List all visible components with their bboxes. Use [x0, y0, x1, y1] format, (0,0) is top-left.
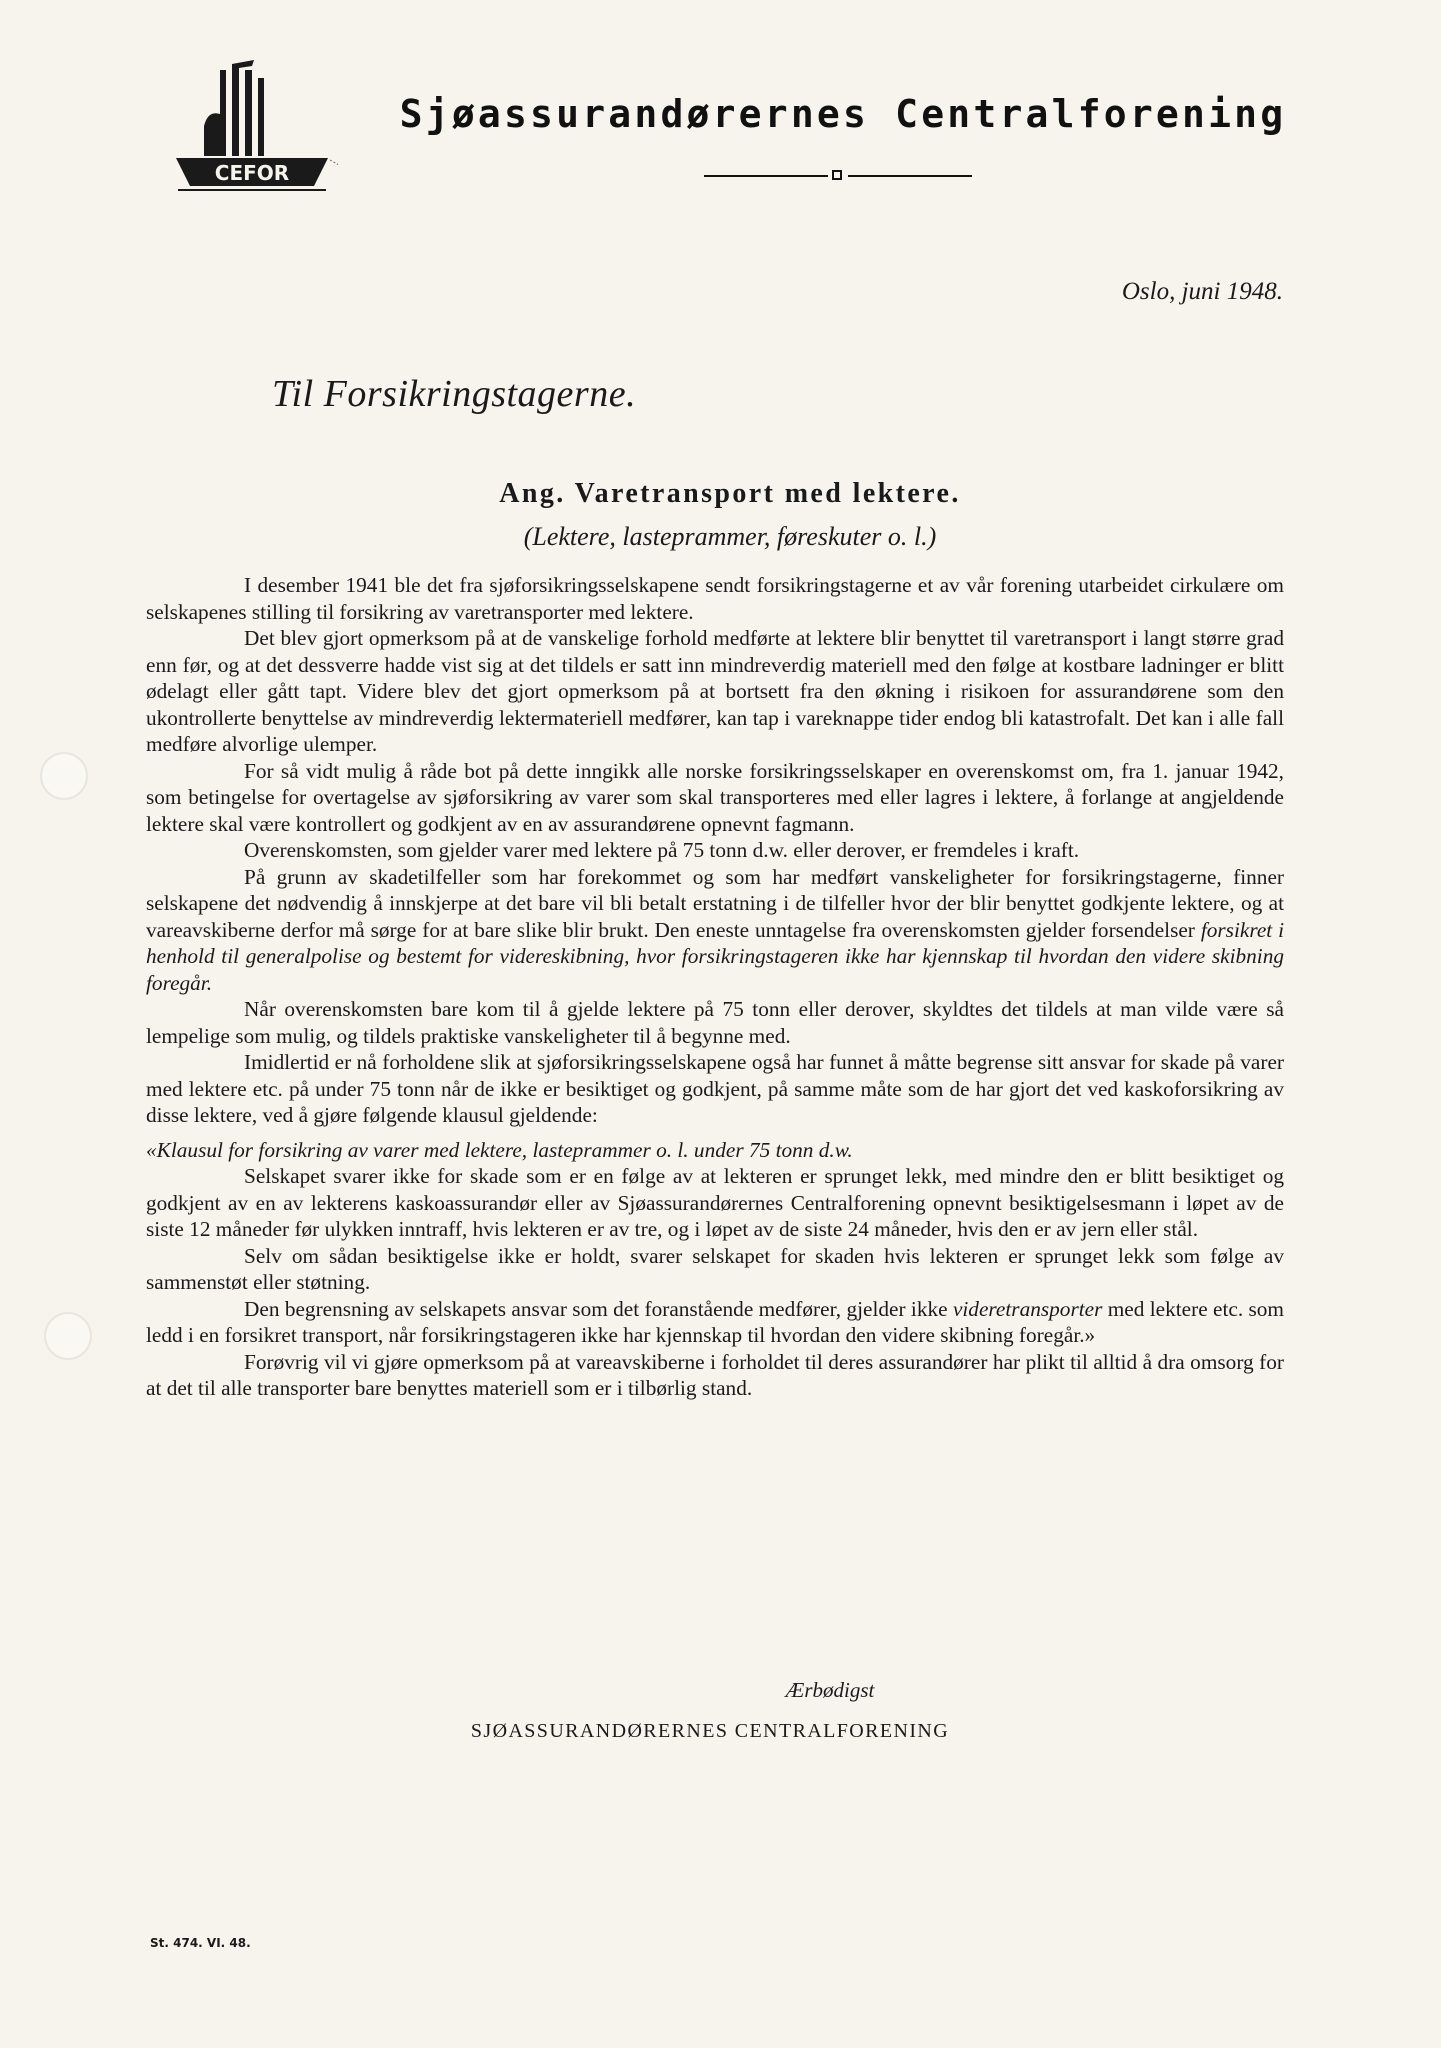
paragraph: Forøvrig vil vi gjøre opmerksom på at vareavskiberne i forholdet til deres assurandører har plikt til alltid å dra omsorg for at det til alle transporter bare benyttes materiell som er i tilbørlig stand.	[146, 1349, 1284, 1400]
paragraph	[146, 864, 1284, 997]
subject-heading: Ang. Varetransport med lektere.	[499, 478, 961, 509]
closing-regards: Ærbødigst	[785, 1678, 875, 1702]
clause-paragraph	[146, 1296, 1284, 1349]
paragraph: For så vidt mulig å råde bot på dette inngikk alle norske forsikringsselskaper en overenskomst om, fra 1. januar 1942, som betingelse for overtagelse av sjøforsikring av varer som skal transporteres med eller lagres i lektere, å forlange at angjeldende lektere skal være kontrollert og godkjent av en av assurandørene opnevnt fagmann.	[146, 758, 1284, 836]
subject-subtitle: (Lektere, lasteprammer, føreskuter o. l.)	[523, 522, 937, 551]
clause-title-text: «Klausul for forsikring av varer med lektere, lasteprammer o. l. under 75 tonn d.w.	[146, 1137, 853, 1162]
cefor-ship-logo	[168, 56, 338, 196]
clause-text: Den begrensning av selskapets ansvar som det foranstående medfører, gjelder ikke	[244, 1296, 953, 1321]
paragraph: I desember 1941 ble det fra sjøforsikringsselskapene sendt forsikringstagerne et av vår forening utarbeidet cirkulære om selskapenes stilling til forsikring av varetransporter med lektere.	[146, 573, 1284, 624]
punch-hole	[44, 1312, 92, 1360]
organization-name: Sjøassurandørernes Centralforening	[399, 92, 1287, 136]
punch-hole	[40, 752, 88, 800]
clause-paragraph: Selv om sådan besiktigelse ikke er holdt, svarer selskapet for skaden hvis lekteren er sprunget lekk som følge av sammenstøt eller støtning.	[146, 1243, 1284, 1294]
letter-body	[146, 572, 1284, 1402]
clause-italic-text: videretransporter	[952, 1296, 1103, 1321]
paragraph: Når overenskomsten bare kom til å gjelde lektere på 75 tonn eller derover, skyldtes det tildels at man vilde være så lempelige som mulig, og tildels praktiske vanskeligheter til å begynne med.	[146, 997, 1284, 1048]
paragraph: Overenskomsten, som gjelder varer med lektere på 75 tonn d.w. eller derover, er fremdeles i kraft.	[244, 838, 1080, 862]
paragraph-text: På grunn av skadetilfeller som har forekommet og som har medført vanskeligheter for forsikringstagerne, finner selskapene det nødvendig å innskjerpe at det bare vil bli betalt erstatning i de tilfeller hvor der blir benyttet godkjente lektere, og at vareavskiberne derfor må sørge for at bare slike blir brukt. Den eneste unntagelse fra overenskomsten gjelder forsendelser	[146, 864, 1284, 942]
paragraph: Imidlertid er nå forholdene slik at sjøforsikringsselskapene også har funnet å måtte begrense sitt ansvar for skade på varer med lektere etc. på under 75 tonn når de ikke er besiktiget og godkjent, på samme måte som de har gjort det ved kaskoforsikring av disse lektere, ved å gjøre følgende klausul gjeldende:	[146, 1050, 1284, 1127]
signature-organization: SJØASSURANDØRERNES CENTRALFORENING	[470, 1720, 950, 1742]
addressee: Til Forsikringstagerne.	[272, 373, 637, 415]
clause-text: med lektere etc. som ledd i en forsikret transport, når forsikringstageren ikke har kjennskap til hvordan den videre skibning foregår.»	[146, 1296, 1284, 1347]
paragraph: Det blev gjort opmerksom på at de vanskelige forhold medførte at lektere blir benyttet til varetransport i langt større grad enn før, og at det dessverre hadde vist sig at det tildels er satt inn mindreverdig materiell med den følge at kostbare ladninger er blitt ødelagt eller gått tapt. Videre blev det gjort opmerksom på at bortsett fra den økning i risikoen for assurandørene som den ukontrollerte benyttelse av mindreverdig lektermateriell medfører, kan tap i vareknappe tider endog bli katastrofalt. Det kan i alle fall medføre alvorlige ulemper.	[146, 626, 1284, 756]
paragraph-italic-text: forsikret i henhold til generalpolise og bestemt for videreskibning, hvor forsikringstageren ikke har kjennskap til hvordan den videre skibning foregår.	[146, 917, 1285, 995]
form-number: St. 474. VI. 48.	[150, 1936, 251, 1950]
letterhead-divider	[704, 170, 972, 182]
clause-paragraph: Selskapet svarer ikke for skade som er en følge av at lekteren er sprunget lekk, med mindre den er blitt besiktiget og godkjent av en av lekterens kaskoassurandør eller av Sjøassurandørernes Centralforening opnevnt besiktigelsesmann i løpet av de siste 12 måneder før ulykken inntraff, hvis lekteren er av tre, og i løpet av de siste 24 måneder, hvis den er av jern eller stål.	[146, 1164, 1284, 1241]
clause-title	[146, 1137, 1284, 1164]
dateline: Oslo, juni 1948.	[1121, 278, 1283, 305]
logo-text: CEFOR	[214, 161, 290, 185]
